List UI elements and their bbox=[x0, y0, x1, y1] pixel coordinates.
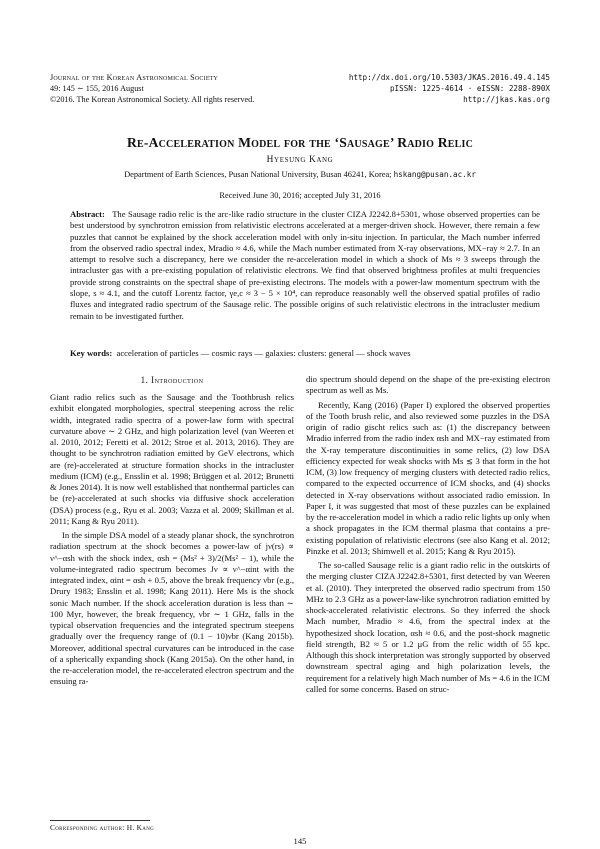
corresponding-author-note: Corresponding author: H. Kang bbox=[50, 823, 155, 832]
doi-link[interactable]: http://dx.doi.org/10.5303/JKAS.2016.49.4.145 bbox=[348, 73, 550, 82]
page-number: 145 bbox=[293, 836, 307, 846]
abstract-label: Abstract: bbox=[70, 209, 105, 219]
journal-volume: 49: 145 ∼ 155, 2016 August bbox=[50, 84, 144, 94]
author-affiliation bbox=[50, 170, 550, 179]
footnote-divider bbox=[50, 820, 150, 821]
body-paragraph: Recently, Kang (2016) (Paper I) explored the observed properties of the Tooth brush relic, and also reviewed some puzzles in the DSA origin of radio gischt relics such as: (1) the discrepancy between Mradio inferred from the radio index αsh and MX−ray estimated from the X-ray temperature discontinuities in some relics, (2) low DSA efficiency expected for weak shocks with Ms ≲ 3 that form in the hot ICM, (3) low frequency of merging clusters with detected radio relics, compared to the expected occurrence of ICM shocks, and (4) shocks detected in X-ray observations without associated radio emission. In Paper I, it was suggested that most of these puzzles can be explained by the re-acceleration model in which a radio relic lights up only when a shock propagates in the ICM thermal plasma that contains a pre-existing population of relativistic electrons (see also Kang et al. 2012; Pinzke et al. 2013; Shimwell et al. 2015; Kang & Ryu 2015). bbox=[306, 399, 550, 556]
left-column bbox=[50, 374, 294, 688]
paper-title: Re-Acceleration Model for the ‘Sausage’ Radio Relic bbox=[126, 135, 473, 150]
affiliation-text: Department of Earth Sciences, Pusan National University, Busan 46241, Korea; bbox=[124, 170, 392, 179]
abstract-text: The Sausage radio relic is the arc-like radio structure in the cluster CIZA J2242.8+5301, whose observed properties can be best understood by synchrotron emission from relativistic electrons accelerated at a merger-driven shock. However, there remain a few puzzles that cannot be explained by the shock acceleration model with only in-situ injection. In particular, the Mach number inferred from the observed radio spectral index, Mradio ≈ 4.6, while the Mach number estimated from X-ray observations, MX−ray ≈ 2.7. In an attempt to resolve such a discrepancy, here we consider the re-acceleration model in which a shock of Ms ≈ 3 sweeps through the intracluster gas with a pre-existing population of relativistic electrons. We find that observed brightness profiles at multi frequencies provide strong constraints on the spectral shape of pre-existing electrons. The models with a power-law momentum spectrum with the slope, s ≈ 4.1, and the cutoff Lorentz factor, γe,c ≈ 3 − 5 × 10⁴, can reproduce reasonably well the observed spatial profiles of radio fluxes and integrated radio spectrum of the Sausage relic. The possible origins of such relativistic electrons in the intracluster medium remain to be investigated further. bbox=[70, 209, 540, 321]
body-paragraph: In the simple DSA model of a steady planar shock, the synchrotron radiation spectrum at the shock becomes a power-law of jν(rs) ∝ ν^−αsh with the shock index, αsh = (Ms² + 3)/2(Ms² − 1), while the volume-integrated radio spectrum becomes Jν ∝ ν^−αint with the integrated index, αint = αsh + 0.5, above the break frequency νbr (e.g., Drury 1983; Ensslin et al. 1998; Kang 2011). Here Ms is the shock sonic Mach number. If the shock acceleration duration is less than ∼ 100 Myr, however, the break frequency, νbr ∼ 1 GHz, falls in the typical observation frequencies and the integrated spectrum steepens gradually over the frequency range of (0.1 − 10)νbr (Kang 2015b). Moreover, additional spectral curvatures can be introduced in the case of a spherically expanding shock (Kang 2015a). On the other hand, in the re-acceleration model, the re-accelerated electron spectrum and the ensuing ra- bbox=[50, 530, 294, 687]
journal-header-left bbox=[50, 72, 254, 106]
keywords-text: acceleration of particles — cosmic rays — galaxies: clusters: general — shock waves bbox=[116, 348, 411, 358]
body-paragraph: dio spectrum should depend on the shape of the pre-existing electron spectrum as well as Ms. bbox=[306, 374, 550, 396]
journal-header-right bbox=[349, 72, 550, 106]
author-email[interactable]: hskang@pusan.ac.kr bbox=[393, 170, 476, 179]
keywords-label: Key words: bbox=[70, 348, 113, 358]
abstract bbox=[70, 209, 540, 322]
body-paragraph: The so-called Sausage relic is a giant radio relic in the outskirts of the merging cluster CIZA J2242.8+5301, first detected by van Weeren et al. (2010). They interpreted the observed radio spectrum from 150 MHz to 2.3 GHz as a power-law-like synchrotron radiation emitted by shock-accelerated relativistic electrons. So they inferred the shock Mach number, Mradio ≈ 4.6, from the spectral index at the hypothesized shock location, αsh ≈ 0.6, and the post-shock magnetic field strength, B2 ≈ 5 or 1.2 μG from the relic width of 55 kpc. Although this shock interpretation was strongly supported by observed downstream spectral aging and high polarization levels, the requirement for a relatively high Mach number of Ms = 4.6 in the ICM called for some concerns. Based on struc- bbox=[306, 560, 550, 694]
keywords bbox=[70, 348, 540, 358]
received-dates: Received June 30, 2016; accepted July 31, 2016 bbox=[219, 191, 381, 200]
section-heading: 1. Introduction bbox=[140, 375, 204, 385]
copyright-notice: ©2016. The Korean Astronomical Society. All rights reserved. bbox=[50, 95, 255, 105]
journal-name: Journal of the Korean Astronomical Society bbox=[50, 73, 219, 82]
journal-url[interactable]: http://jkas.kas.org bbox=[463, 95, 550, 105]
right-column bbox=[306, 374, 550, 695]
body-paragraph: Giant radio relics such as the Sausage and the Toothbrush relics exhibit elongated morphologies, spectral steepening across the relic width, integrated radio spectra of a power-law form with spectral curvature above ∼ 2 GHz, and high polarization level (van Weeren et al. 2010, 2012; Feretti et al. 2012; Stroe et al. 2013, 2016). They are thought to be synchrotron radiation emitted by GeV electrons, which are (re)-accelerated at structure formation shocks in the intracluster medium (ICM) (e.g., Ensslin et al. 1998; Brüggen et al. 2012; Brunetti & Jones 2014). It is now well established that nonthermal particles can be (re)-accelerated at such shocks via diffusive shock acceleration (DSA) process (e.g., Ryu et al. 2003; Vazza et al. 2009; Skillman et al. 2011; Kang & Ryu 2011). bbox=[50, 392, 294, 526]
author-name: Hyesung Kang bbox=[266, 155, 334, 165]
issn-info: pISSN: 1225-4614 · eISSN: 2288-890X bbox=[389, 84, 550, 94]
